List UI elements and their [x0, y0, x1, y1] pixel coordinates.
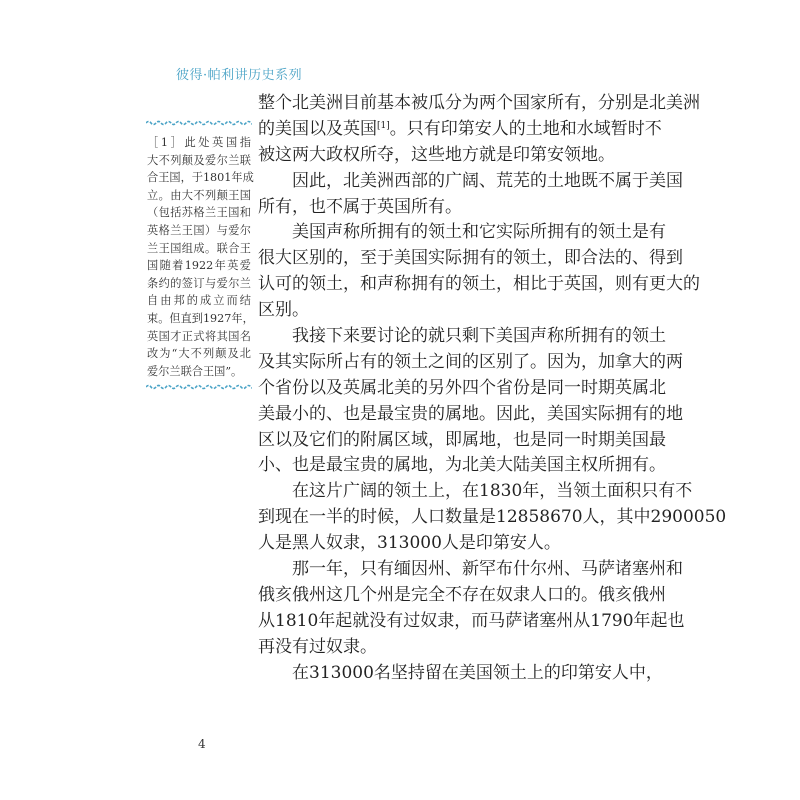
main-body-text [258, 91, 727, 686]
paragraph [258, 661, 663, 687]
footnote [147, 134, 254, 380]
decorative-wave-divider-top [146, 120, 252, 126]
text-line: 所有，也不属于英国所有。 [258, 196, 462, 217]
paragraph [258, 479, 727, 557]
footnote-line: 英格兰王国）与爱尔 [147, 223, 251, 237]
text-line: 小、也是最宝贵的属地，为北美大陆美国主权所拥有。 [258, 455, 666, 476]
text-segment: 的美国以及英国 [258, 118, 377, 139]
text-line: 认可的领土，和声称拥有的领土，相比于英国，则有更大的 [258, 274, 700, 295]
text-line: 人是黑人奴隶，313000人是印第安人。 [258, 533, 561, 554]
footnote-reference[interactable]: [1] [377, 120, 390, 131]
footnote-line: 英国才正式将其国名 [147, 329, 251, 343]
footnote-line: 爱尔兰联合王国”。 [147, 364, 243, 378]
footnote-line: 改为“大不列颠及北 [147, 347, 251, 361]
text-line: 在这片广阔的领土上，在1830年，当领土面积只有不 [292, 481, 693, 502]
text-line: 在313000名坚持留在美国领土上的印第安人中， [292, 662, 663, 683]
page-number: 4 [198, 737, 206, 751]
paragraph [258, 220, 700, 324]
series-title-header: 彼得·帕利讲历史系列 [176, 68, 303, 83]
text-line: 个省份以及英属北美的另外四个省份是同一时期英属北 [258, 377, 666, 398]
paragraph [258, 557, 685, 661]
footnote-line: 合王国，于1801年成 [147, 171, 254, 185]
text-line: 从1810年起就没有过奴隶，而马萨诸塞州从1790年起也 [258, 610, 685, 631]
text-line: 区以及它们的附属区域，即属地，也是同一时期美国最 [258, 429, 666, 450]
text-line: 俄亥俄州这几个州是完全不存在奴隶人口的。俄亥俄州 [258, 584, 666, 605]
footnote-line: 束。但直到1927年， [147, 311, 254, 325]
text-line: 我接下来要讨论的就只剩下美国声称所拥有的领土 [292, 326, 666, 347]
footnote-line: 兰王国组成。联合王 [147, 241, 251, 255]
paragraph [258, 91, 700, 169]
text-line [258, 117, 662, 143]
paragraph [258, 324, 683, 479]
paragraph [258, 169, 683, 221]
text-line: 被这两大政权所夺，这些地方就是印第安领地。 [258, 144, 615, 165]
text-line: 很大区别的，至于美国实际拥有的领土，即合法的、得到 [258, 248, 683, 269]
footnote-line: （包括苏格兰王国和 [147, 206, 251, 220]
text-line: 美最小的、也是最宝贵的属地。因此，美国实际拥有的地 [258, 403, 683, 424]
text-line: 那一年，只有缅因州、新罕布什尔州、马萨诸塞州和 [292, 559, 683, 580]
text-line: 整个北美洲目前基本被瓜分为两个国家所有，分别是北美洲 [258, 93, 700, 113]
footnote-line: 条约的签订与爱尔兰 [147, 276, 251, 290]
footnote-line: 自由邦的成立而结 [147, 294, 251, 308]
text-line: 再没有过奴隶。 [258, 636, 377, 657]
footnote-line: ［1］此处英国指 [147, 136, 251, 149]
text-line: 及其实际所占有的领土之间的区别了。因为，加拿大的两 [258, 351, 683, 372]
footnote-line: 立。由大不列颠王国 [147, 188, 251, 202]
footnote-line: 国随着1922年英爱 [147, 259, 251, 273]
text-line: 美国声称所拥有的领土和它实际所拥有的领土是有 [292, 222, 666, 243]
text-line: 到现在一半的时候，人口数量是12858670人，其中2900050 [258, 507, 727, 528]
footnote-line: 大不列颠及爱尔兰联 [147, 153, 251, 167]
text-line: 因此，北美洲西部的广阔、荒芜的土地既不属于美国 [292, 170, 683, 191]
text-line: 区别。 [258, 300, 309, 321]
text-segment: 。只有印第安人的土地和水域暂时不 [389, 118, 662, 139]
decorative-wave-divider-bottom [146, 384, 252, 390]
